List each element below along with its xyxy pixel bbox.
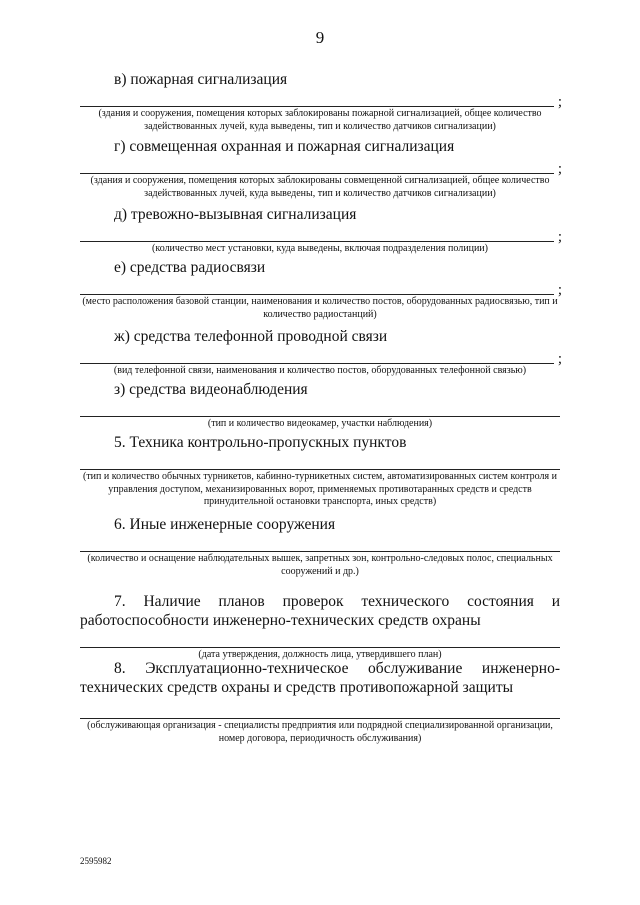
page-number: 9 [315, 28, 325, 47]
section-inspection-plans [80, 592, 560, 662]
section-checkpoint [80, 433, 560, 509]
section-heading: д) тревожно-вызывная сигнализация [114, 206, 357, 223]
section-caption: (количество мест установки, куда выведены, включая подразделения полиции) [152, 243, 488, 254]
section-video [80, 380, 560, 431]
section-heading-line2: технических средств охраны и средств противопожарной защиты [80, 679, 514, 696]
section-caption: (количество и оснащение наблюдательных вышек, запретных зон, контрольно-следовых полос, специальных сооружений и др.) [87, 553, 553, 577]
section-caption: (тип и количество видеокамер, участки наблюдения) [207, 418, 433, 429]
blank-line [80, 416, 560, 417]
section-caption: (обслуживающая организация - специалисты предприятия или подрядной специализированной организации, номер договора, периодичность обслуживания) [87, 720, 553, 744]
blank-line [80, 469, 560, 470]
section-heading: г) совмещенная охранная и пожарная сигнализация [114, 138, 455, 155]
section-caption: (тип и количество обычных турникетов, кабинно-турникетных систем, автоматизированных систем контроля и управления доступом, механизированных ворот, применяемых противотаранных средств и средств принудительной остановки транспорта, иных средств) [82, 471, 557, 507]
blank-line [80, 241, 554, 242]
section-heading-line1: 8. Эксплуатационно-техническое обслуживание инженерно- [114, 660, 560, 677]
section-heading-line1: 7. Наличие планов проверок технического состояния и [114, 593, 560, 610]
semicolon: ; [557, 94, 562, 110]
section-heading: е) средства радиосвязи [114, 259, 266, 276]
blank-line [80, 718, 560, 719]
section-heading: в) пожарная сигнализация [114, 71, 288, 88]
blank-line [80, 173, 554, 174]
section-caption: (вид телефонной связи, наименования и количество постов, оборудованных телефонной связью) [113, 365, 527, 376]
section-other-structures [80, 515, 560, 578]
semicolon: ; [557, 229, 562, 245]
blank-line [80, 551, 560, 552]
semicolon: ; [557, 351, 562, 367]
blank-line [80, 294, 554, 295]
section-heading: 5. Техника контрольно-пропускных пунктов [114, 434, 407, 451]
section-panic-alarm [80, 205, 560, 256]
section-telephone [80, 327, 560, 378]
blank-line [80, 106, 554, 107]
section-maintenance [80, 659, 560, 745]
section-heading: з) средства видеонаблюдения [114, 381, 308, 398]
blank-line [80, 363, 554, 364]
section-radio [80, 258, 560, 321]
section-fire-alarm [80, 70, 560, 133]
section-caption: (здания и сооружения, помещения которых заблокированы совмещенной сигнализацией, общее количество задействованных лучей, куда выведены, тип и количество датчиков сигнализации) [90, 175, 550, 199]
semicolon: ; [557, 161, 562, 177]
section-caption: (место расположения базовой станции, наименования и количество постов, оборудованных радиосвязью, тип и количество радиостанций) [82, 296, 558, 320]
section-combined-alarm [80, 137, 560, 200]
blank-line [80, 647, 560, 648]
document-code: 2595982 [80, 856, 112, 866]
semicolon: ; [557, 282, 562, 298]
section-heading: 6. Иные инженерные сооружения [114, 516, 336, 533]
section-caption: (здания и сооружения, помещения которых заблокированы пожарной сигнализацией, общее количество задействованных лучей, куда выведены, тип и количество датчиков сигнализации) [98, 108, 542, 132]
section-heading: ж) средства телефонной проводной связи [114, 328, 388, 345]
section-caption: (дата утверждения, должность лица, утвердившего план) [198, 649, 442, 660]
section-heading-line2: работоспособности инженерно-технических средств охраны [80, 612, 481, 629]
